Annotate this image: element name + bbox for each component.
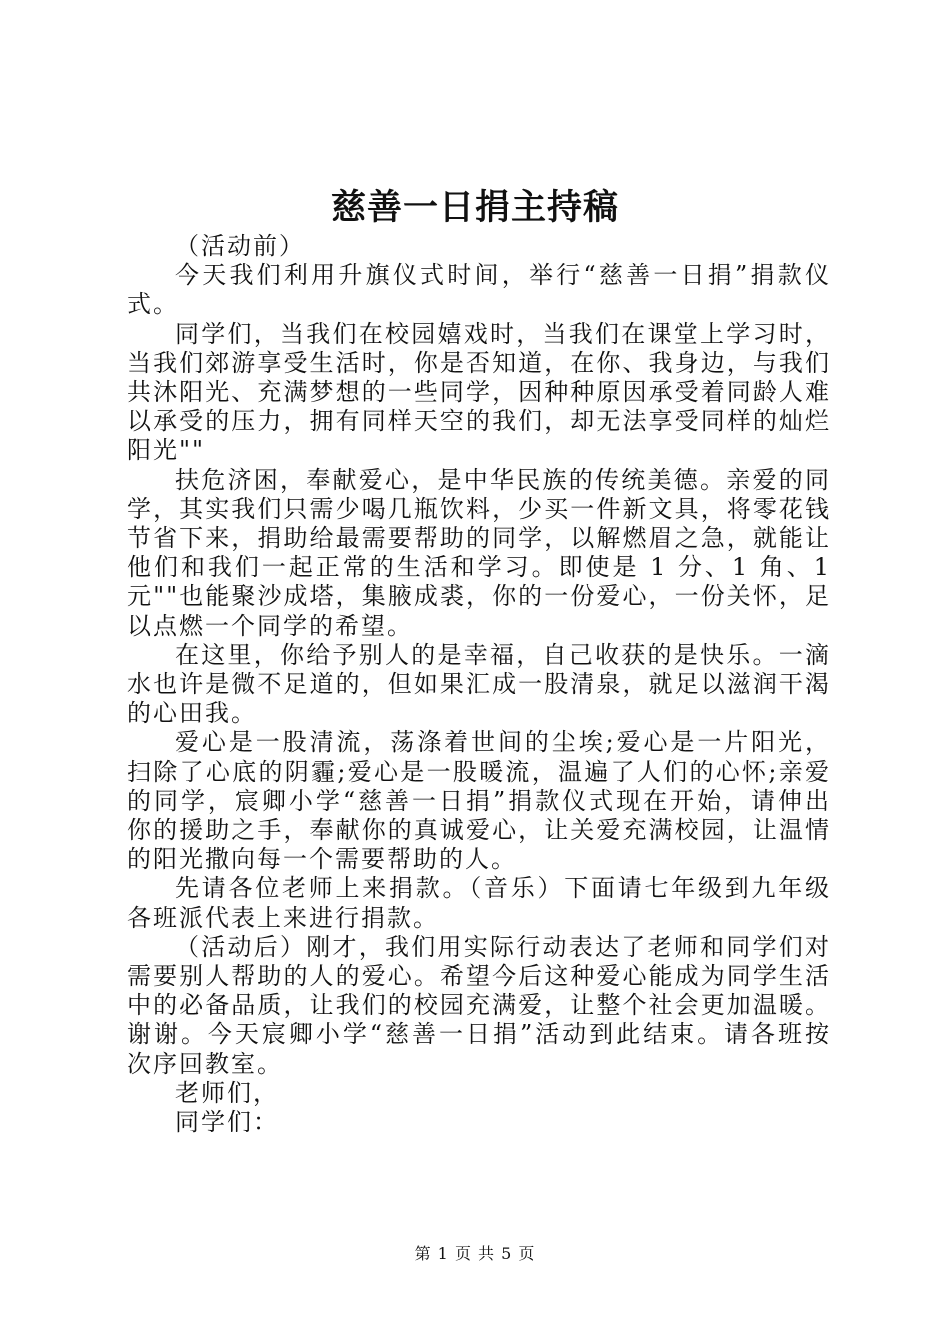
- document-body: [127, 232, 831, 1137]
- paragraph-opening: 今天我们利用升旗仪式时间，举行“慈善一日捐”捐款仪式。: [127, 261, 831, 319]
- paragraph-virtue: 扶危济困，奉献爱心，是中华民族的传统美德。亲爱的同学，其实我们只需少喝几瓶饮料，少买一件新文具，将零花钱节省下来，捐助给最需要帮助的同学，以解燃眉之急，就能让他们和我们一起正常的生活和学习。即使是 1 分、1 角、1 元""也能聚沙成塔，集腋成裘，你的一份爱心，一份关怀，足以点燃一个同学的希望。: [127, 465, 831, 640]
- paragraph-after-event: （活动后）刚才，我们用实际行动表达了老师和同学们对需要别人帮助的人的爱心。希望今后这种爱心能成为同学生活中的必备品质，让我们的校园充满爱，让整个社会更加温暖。谢谢。今天宸卿小学“慈善一日捐”活动到此结束。请各班按次序回教室。: [127, 932, 831, 1078]
- paragraph-before-event: （活动前）: [175, 232, 305, 260]
- paragraph-students: 同学们：: [175, 1108, 279, 1137]
- paragraph-donation-order: 先请各位老师上来捐款。（音乐）下面请七年级到九年级各班派代表上来进行捐款。: [127, 874, 831, 932]
- paragraph-happiness: 在这里，你给予别人的是幸福，自己收获的是快乐。一滴水也许是微不足道的，但如果汇成一股清泉，就足以滋润干渴的心田我。: [127, 640, 831, 728]
- page-number-footer: 第 1 页 共 5 页: [414, 1244, 536, 1263]
- paragraph-classmates: 同学们，当我们在校园嬉戏时，当我们在课堂上学习时，当我们郊游享受生活时，你是否知道，在你、我身边，与我们共沐阳光、充满梦想的一些同学，因种种原因承受着同龄人难以承受的压力，拥有同样天空的我们，却无法享受同样的灿烂阳光"": [127, 319, 831, 465]
- document-title: 慈善一日捐主持稿: [330, 187, 619, 228]
- paragraph-teachers: 老师们，: [175, 1078, 279, 1107]
- paragraph-love: 爱心是一股清流，荡涤着世间的尘埃;爱心是一片阳光，扫除了心底的阴霾;爱心是一股暖流，温遍了人们的心怀;亲爱的同学，宸卿小学“慈善一日捐”捐款仪式现在开始，请伸出你的援助之手，奉献你的真诚爱心，让关爱充满校园，让温情的阳光撒向每一个需要帮助的人。: [127, 728, 831, 874]
